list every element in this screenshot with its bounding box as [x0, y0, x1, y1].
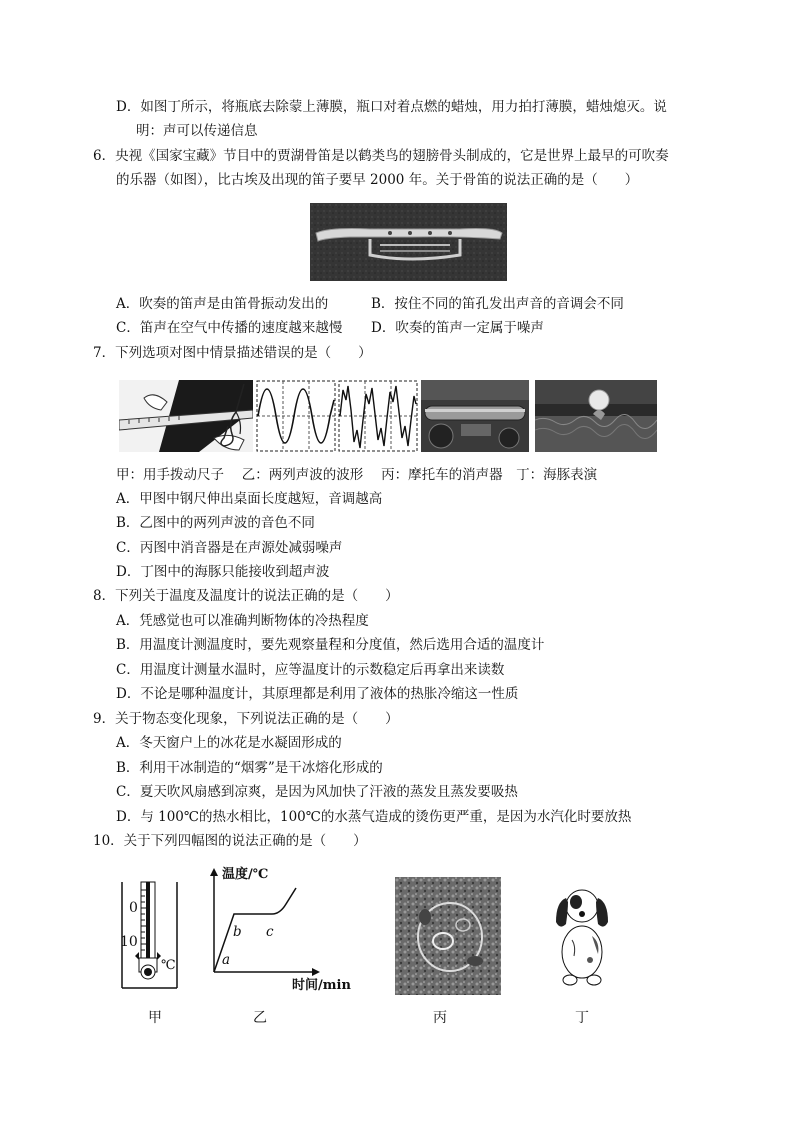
q8-option-a: A．凭感觉也可以准确判断物体的冷热程度 [116, 613, 369, 629]
q6-stem-line1: 6．央视《国家宝藏》节目中的贾湖骨笛是以鹤类鸟的翅膀骨头制成的，它是世界上最早的可吹奏 [93, 148, 669, 164]
q9-option-a: A．冬天窗户上的冰花是水凝固形成的 [116, 735, 342, 751]
q8-option-c: C．用温度计测量水温时，应等温度计的示数稳定后再拿出来读数 [116, 662, 505, 678]
waveform-2 [338, 380, 418, 452]
q5-option-d-line1: D．如图丁所示，将瓶底去除蒙上薄膜，瓶口对着点燃的蜡烛，用力拍打薄膜，蜡烛熄灭。说 [116, 99, 667, 115]
graph-y-label: 温度/℃ [222, 867, 269, 882]
waveform-1 [256, 380, 336, 452]
q9-option-b: B．利用干冰制造的“烟雾”是干冰熔化形成的 [116, 760, 383, 776]
hand-figure [214, 382, 254, 452]
graph-point-b: b [233, 924, 242, 940]
q8-option-b: B．用温度计测温度时，要先观察量程和分度值，然后选用合适的温度计 [116, 637, 545, 653]
bone-flute-photo [310, 203, 507, 281]
graph-point-a: a [222, 952, 231, 968]
figure-label-jia: 甲 [148, 1010, 162, 1026]
q8-stem: 8．下列关于温度及温度计的说法正确的是（ ） [93, 588, 399, 604]
q7-option-b: B．乙图中的两列声波的音色不同 [116, 515, 315, 531]
dog-figure [546, 880, 616, 992]
frost-photo [395, 877, 501, 995]
q6-option-d: D．吹奏的笛声一定属于噪声 [371, 320, 544, 336]
q9-option-c: C．夏天吹风扇感到凉爽，是因为风加快了汗液的蒸发且蒸发要吸热 [116, 784, 518, 800]
q7-option-d: D．丁图中的海豚只能接收到超声波 [116, 564, 330, 580]
muffler-photo [421, 380, 529, 452]
figure-label-ding: 丁 [575, 1010, 589, 1026]
dolphin-photo [535, 380, 657, 452]
thermometer-label-0: 0 [129, 900, 138, 916]
q9-option-d: D．与 100℃的热水相比，100℃的水蒸气造成的烫伤更严重，是因为水汽化时要放热 [116, 809, 632, 825]
q7-figure-caption: 甲：用手拨动尺子 乙：两列声波的波形 丙：摩托车的消声器 丁：海豚表演 [116, 467, 598, 483]
q6-option-c: C．笛声在空气中传播的速度越来越慢 [116, 320, 343, 336]
q6-stem-line2: 的乐器（如图），比古埃及出现的笛子要早 2000 年。关于骨笛的说法正确的是（ ） [116, 172, 639, 188]
figure-label-yi: 乙 [253, 1010, 267, 1026]
q7-option-c: C．丙图中消音器是在声源处减弱噪声 [116, 540, 343, 556]
thermometer-unit: ℃ [161, 958, 176, 973]
q6-option-b: B．按住不同的笛孔发出声音的音调会不同 [371, 296, 624, 312]
q6-option-a: A．吹奏的笛声是由笛骨振动发出的 [116, 296, 329, 312]
q5-option-d-line2: 明：声可以传递信息 [136, 123, 258, 139]
q10-stem: 10．关于下列四幅图的说法正确的是（ ） [93, 833, 367, 849]
q9-stem: 9．关于物态变化现象，下列说法正确的是（ ） [93, 711, 399, 727]
figure-label-bing: 丙 [433, 1010, 447, 1026]
graph-point-c: c [266, 924, 274, 940]
thermometer-label-10: 10 [120, 934, 138, 950]
graph-x-label: 时间/min [292, 978, 351, 993]
q7-stem: 7．下列选项对图中情景描述错误的是（ ） [93, 345, 372, 361]
q7-option-a: A．甲图中钢尺伸出桌面长度越短，音调越高 [116, 491, 383, 507]
q8-option-d: D．不论是哪种温度计，其原理都是利用了液体的热胀冷缩这一性质 [116, 686, 519, 702]
